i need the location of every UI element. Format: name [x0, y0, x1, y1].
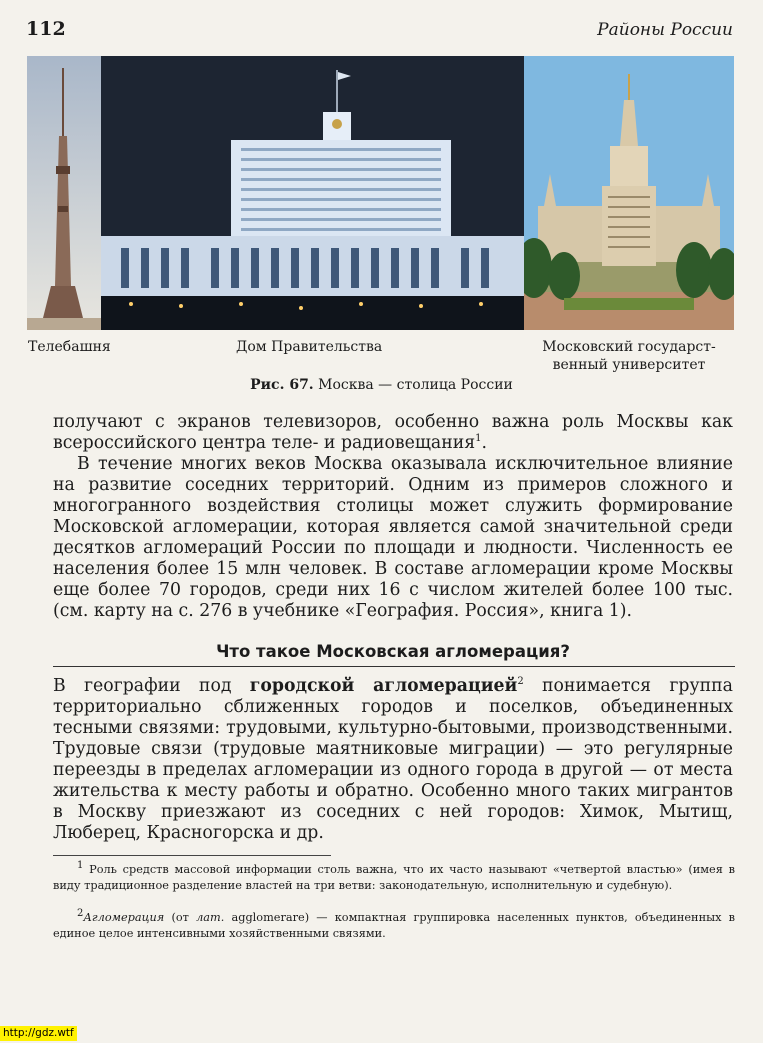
figure-title: Москва — столица России: [318, 377, 513, 393]
footnote-1-text: Роль средств массовой информации столь важна, что их часто называют «четвертой властью» (имея в виду традиционное разделение властей на три ветви: законодательную, исполнительную и судебную).: [53, 863, 735, 892]
section-heading: Что такое Московская агломерация?: [216, 642, 570, 661]
tv-tower-photo: [27, 56, 101, 330]
government-house-photo: [101, 56, 524, 330]
caption-university: [524, 338, 734, 374]
footnote-2-term: Агломерация: [83, 911, 165, 924]
university-photo: [524, 56, 734, 330]
figure-caption: [0, 377, 763, 393]
caption-tv-tower: Телебашня: [28, 339, 111, 355]
footnote-2-lang: лат.: [196, 911, 225, 924]
footnote-ref-1[interactable]: 1: [475, 433, 482, 445]
term-urban-agglomeration: городской агломерацией: [249, 676, 518, 696]
footnote-2-mid2: agglomerare) — компактная группировка населенных пунктов, объединенных в единое целое интенсивными хозяйственными связями.: [53, 911, 735, 940]
section-divider: [53, 666, 735, 667]
caption-university-line1: Московский государст-: [542, 339, 716, 355]
footnote-divider: [53, 855, 331, 856]
footnote-ref-2[interactable]: 2: [517, 676, 524, 688]
running-title: Районы России: [597, 20, 733, 40]
footnote-2-mid1: (от: [164, 911, 197, 924]
caption-government-house: Дом Правительства: [236, 339, 383, 355]
watermark-link[interactable]: http://gdz.wtf: [0, 1026, 77, 1041]
paragraph-2: В течение многих веков Москва оказывала исключительное влияние на развитие соседних территорий. Одним из примеров сложного и многогранного воздействия столицы может служить формирование Московской агломерации, которая является самой значительной среди десятков агломераций России по площади и людности. Численность ее населения более 15 млн человек. В составе агломерации кроме Москвы еще более 70 городов, среди них 16 с числом жителей более 100 тыс. (см. карту на с. 276 в учебнике «География. Россия», книга 1).: [53, 454, 733, 621]
paragraph-3-rest: понимается группа территориально сближенных городов и поселков, объединенных тесными связями: трудовыми, культурно-бытовыми, производственными. Трудовые связи (трудовые маятниковые миграции) — это регулярные переезды в пределах агломерации из одного города в другой — от места жительства к месту работы и обратно. Особенно много таких мигрантов в Москву приезжают из соседних с ней городов: Химок, Мытищ, Люберец, Красногорска и др.: [53, 676, 733, 843]
body-text-bottom: [53, 676, 733, 844]
footnote-1-number: 1: [77, 860, 84, 872]
caption-university-line2: венный университет: [552, 357, 706, 373]
paragraph-1-text: получают с экранов телевизоров, особенно важна роль Москвы как всероссийского центра теле- и радиовещания: [53, 412, 733, 453]
figure-label: Рис. 67.: [250, 377, 314, 393]
paragraph-1: [53, 412, 733, 454]
paragraph-3: [53, 676, 733, 844]
page-number: 112: [26, 18, 66, 40]
paragraph-3-start: В географии под: [53, 676, 250, 696]
footnote-2: [53, 910, 735, 941]
footnote-2-number: 2: [77, 908, 84, 920]
footnote-1: [53, 862, 735, 893]
body-text-top: [53, 412, 733, 622]
paragraph-1-end: .: [481, 433, 488, 453]
